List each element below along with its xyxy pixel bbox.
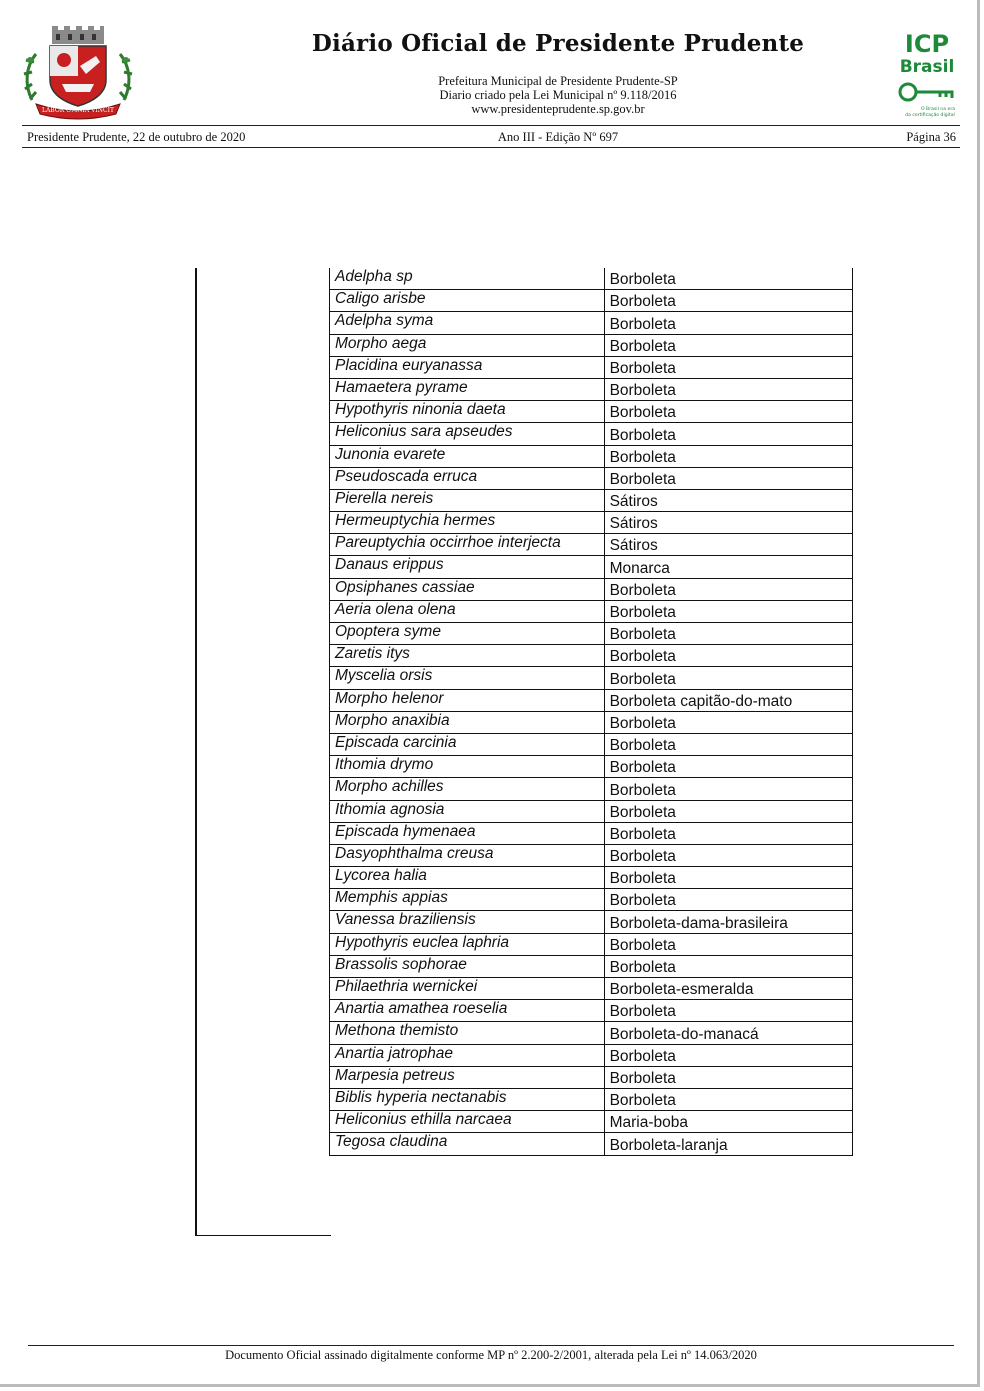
table-row bbox=[330, 889, 853, 911]
species-name-cell: Ithomia agnosia bbox=[330, 800, 605, 822]
table-row bbox=[330, 600, 853, 622]
common-name-cell: Borboleta bbox=[604, 822, 852, 844]
common-name-cell: Borboleta bbox=[604, 623, 852, 645]
table-row bbox=[330, 445, 853, 467]
common-name-cell: Borboleta bbox=[604, 756, 852, 778]
species-name-cell: Vanessa braziliensis bbox=[330, 911, 605, 933]
table-row bbox=[330, 711, 853, 733]
species-name-cell: Morpho aega bbox=[330, 334, 605, 356]
species-name-cell: Hamaetera pyrame bbox=[330, 378, 605, 400]
header-prefeitura: Prefeitura Municipal de Presidente Prudente-SP bbox=[438, 74, 678, 88]
common-name-cell: Borboleta bbox=[604, 423, 852, 445]
edition-number: Ano III - Edição Nº 697 bbox=[497, 130, 619, 144]
table-row bbox=[330, 578, 853, 600]
table-row bbox=[330, 822, 853, 844]
header-rule-top bbox=[22, 125, 960, 126]
species-name-cell: Episcada carcinia bbox=[330, 733, 605, 755]
species-name-cell: Aeria olena olena bbox=[330, 600, 605, 622]
city-crest-logo bbox=[22, 26, 134, 120]
table-row bbox=[330, 756, 853, 778]
table-row bbox=[330, 645, 853, 667]
icp-brasil-logo bbox=[894, 30, 960, 118]
table-row bbox=[330, 401, 853, 423]
common-name-cell: Borboleta bbox=[604, 955, 852, 977]
species-name-cell: Adelpha sp bbox=[330, 268, 605, 290]
species-name-cell: Adelpha syma bbox=[330, 312, 605, 334]
species-name-cell: Pierella nereis bbox=[330, 489, 605, 511]
common-name-cell: Borboleta bbox=[604, 867, 852, 889]
species-name-cell: Zaretis itys bbox=[330, 645, 605, 667]
common-name-cell: Borboleta bbox=[604, 711, 852, 733]
common-name-cell: Borboleta bbox=[604, 733, 852, 755]
table-row bbox=[330, 1022, 853, 1044]
common-name-cell: Borboleta bbox=[604, 268, 852, 290]
common-name-cell: Maria-boba bbox=[604, 1111, 852, 1133]
table-row bbox=[330, 1133, 853, 1155]
table-row bbox=[330, 556, 853, 578]
species-name-cell: Heliconius sara apseudes bbox=[330, 423, 605, 445]
common-name-cell: Borboleta bbox=[604, 312, 852, 334]
species-table-container bbox=[195, 268, 853, 1236]
species-name-cell: Pseudoscada erruca bbox=[330, 467, 605, 489]
species-name-cell: Methona themisto bbox=[330, 1022, 605, 1044]
table-row bbox=[330, 489, 853, 511]
common-name-cell: Borboleta bbox=[604, 401, 852, 423]
svg-text:da certificação digital: da certificação digital bbox=[905, 113, 955, 118]
table-row bbox=[330, 978, 853, 1000]
table-row bbox=[330, 733, 853, 755]
common-name-cell: Borboleta bbox=[604, 334, 852, 356]
species-name-cell: Junonia evarete bbox=[330, 445, 605, 467]
table-row bbox=[330, 356, 853, 378]
species-name-cell: Morpho achilles bbox=[330, 778, 605, 800]
table-row bbox=[330, 312, 853, 334]
icp-key-icon bbox=[900, 84, 916, 100]
species-name-cell: Morpho helenor bbox=[330, 689, 605, 711]
crest-motto: LABOR OMNIA VINCIT bbox=[41, 107, 115, 114]
table-row bbox=[330, 867, 853, 889]
common-name-cell: Borboleta bbox=[604, 445, 852, 467]
common-name-cell: Borboleta bbox=[604, 578, 852, 600]
common-name-cell: Sátiros bbox=[604, 534, 852, 556]
species-name-cell: Dasyophthalma creusa bbox=[330, 844, 605, 866]
table-row bbox=[330, 800, 853, 822]
species-name-cell: Ithomia drymo bbox=[330, 756, 605, 778]
common-name-cell: Monarca bbox=[604, 556, 852, 578]
common-name-cell: Borboleta bbox=[604, 844, 852, 866]
page-number: Página 36 bbox=[906, 130, 956, 144]
common-name-cell: Sátiros bbox=[604, 512, 852, 534]
table-row bbox=[330, 844, 853, 866]
species-name-cell: Hypothyris euclea laphria bbox=[330, 933, 605, 955]
table-row bbox=[330, 933, 853, 955]
common-name-cell: Borboleta bbox=[604, 1044, 852, 1066]
common-name-cell: Borboleta bbox=[604, 667, 852, 689]
outer-table-bottom-border bbox=[195, 1235, 331, 1237]
table-row bbox=[330, 467, 853, 489]
table-row bbox=[330, 378, 853, 400]
table-row bbox=[330, 1088, 853, 1110]
publication-date: Presidente Prudente, 22 de outubro de 2020 bbox=[27, 130, 246, 144]
icp-brasil-text: Brasil bbox=[899, 57, 955, 77]
common-name-cell: Borboleta bbox=[604, 933, 852, 955]
common-name-cell: Borboleta-esmeralda bbox=[604, 978, 852, 1000]
svg-text:O Brasil na era: O Brasil na era bbox=[920, 107, 956, 112]
species-name-cell: Hermeuptychia hermes bbox=[330, 512, 605, 534]
species-name-cell: Brassolis sophorae bbox=[330, 955, 605, 977]
common-name-cell: Borboleta bbox=[604, 600, 852, 622]
common-name-cell: Borboleta bbox=[604, 1066, 852, 1088]
species-name-cell: Anartia amathea roeselia bbox=[330, 1000, 605, 1022]
footer-rule bbox=[28, 1345, 954, 1346]
table-row bbox=[330, 667, 853, 689]
page-title: Diário Oficial de Presidente Prudente bbox=[311, 30, 805, 57]
table-row bbox=[330, 1044, 853, 1066]
common-name-cell: Borboleta bbox=[604, 1000, 852, 1022]
species-name-cell: Memphis appias bbox=[330, 889, 605, 911]
species-name-cell: Danaus erippus bbox=[330, 556, 605, 578]
header-law: Diario criado pela Lei Municipal nº 9.118/2016 bbox=[439, 88, 677, 102]
common-name-cell: Borboleta bbox=[604, 378, 852, 400]
table-row bbox=[330, 268, 853, 290]
species-name-cell: Hypothyris ninonia daeta bbox=[330, 401, 605, 423]
species-name-cell: Caligo arisbe bbox=[330, 290, 605, 312]
species-name-cell: Tegosa claudina bbox=[330, 1133, 605, 1155]
species-name-cell: Episcada hymenaea bbox=[330, 822, 605, 844]
table-row bbox=[330, 423, 853, 445]
common-name-cell: Borboleta bbox=[604, 1088, 852, 1110]
common-name-cell: Borboleta bbox=[604, 290, 852, 312]
species-name-cell: Placidina euryanassa bbox=[330, 356, 605, 378]
species-name-cell: Opsiphanes cassiae bbox=[330, 578, 605, 600]
species-name-cell: Philaethria wernickei bbox=[330, 978, 605, 1000]
common-name-cell: Borboleta-dama-brasileira bbox=[604, 911, 852, 933]
table-row bbox=[330, 689, 853, 711]
table-row bbox=[330, 1066, 853, 1088]
table-row bbox=[330, 512, 853, 534]
common-name-cell: Borboleta bbox=[604, 778, 852, 800]
common-name-cell: Borboleta bbox=[604, 800, 852, 822]
table-row bbox=[330, 911, 853, 933]
header-rule-bottom bbox=[22, 147, 960, 148]
table-row bbox=[330, 1000, 853, 1022]
species-name-cell: Myscelia orsis bbox=[330, 667, 605, 689]
species-name-cell: Pareuptychia occirrhoe interjecta bbox=[330, 534, 605, 556]
table-row bbox=[330, 534, 853, 556]
footer-signature-note: Documento Oficial assinado digitalmente conforme MP nº 2.200-2/2001, alterada pela Lei nº 14.063/2020 bbox=[225, 1348, 757, 1362]
species-name-cell: Opoptera syme bbox=[330, 623, 605, 645]
species-name-cell: Morpho anaxibia bbox=[330, 711, 605, 733]
common-name-cell: Borboleta bbox=[604, 356, 852, 378]
species-name-cell: Lycorea halia bbox=[330, 867, 605, 889]
table-row bbox=[330, 334, 853, 356]
species-name-cell: Biblis hyperia nectanabis bbox=[330, 1088, 605, 1110]
common-name-cell: Borboleta-laranja bbox=[604, 1133, 852, 1155]
table-row bbox=[330, 290, 853, 312]
common-name-cell: Sátiros bbox=[604, 489, 852, 511]
species-name-cell: Anartia jatrophae bbox=[330, 1044, 605, 1066]
common-name-cell: Borboleta capitão-do-mato bbox=[604, 689, 852, 711]
common-name-cell: Borboleta bbox=[604, 467, 852, 489]
common-name-cell: Borboleta-do-manacá bbox=[604, 1022, 852, 1044]
table-row bbox=[330, 623, 853, 645]
table-row bbox=[330, 1111, 853, 1133]
table-row bbox=[330, 955, 853, 977]
common-name-cell: Borboleta bbox=[604, 645, 852, 667]
outer-table-left-border bbox=[195, 268, 197, 1236]
species-name-cell: Heliconius ethilla narcaea bbox=[330, 1111, 605, 1133]
common-name-cell: Borboleta bbox=[604, 889, 852, 911]
icp-text: ICP bbox=[904, 30, 950, 58]
species-table bbox=[329, 268, 853, 1156]
species-name-cell: Marpesia petreus bbox=[330, 1066, 605, 1088]
header-website: www.presidenteprudente.sp.gov.br bbox=[471, 102, 645, 116]
table-row bbox=[330, 778, 853, 800]
